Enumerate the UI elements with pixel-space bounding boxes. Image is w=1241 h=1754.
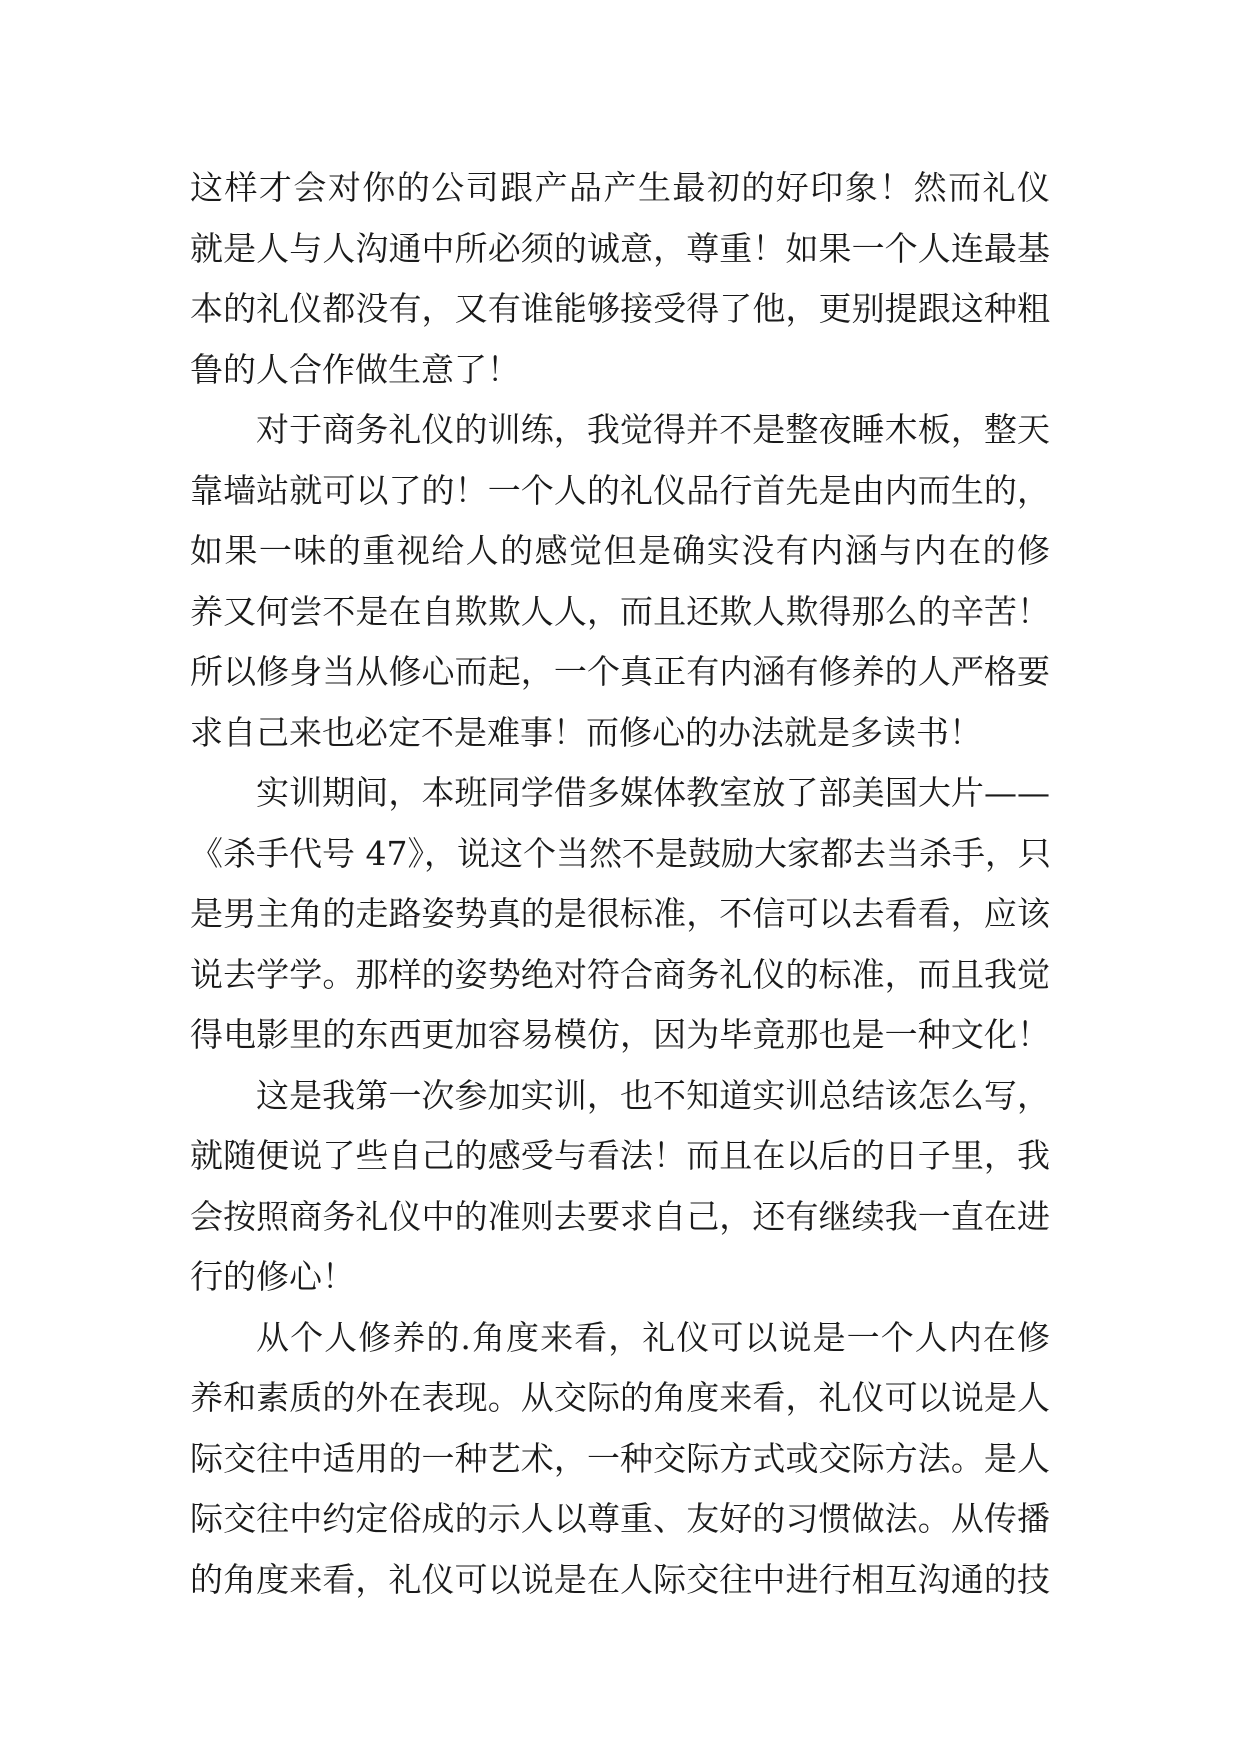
paragraph-line: 《杀手代号 47》，说这个当然不是鼓励大家都去当杀手，只 [190,833,1051,873]
paragraph-line: 行的修心！ [190,1257,355,1296]
paragraph-line: 鲁的人合作做生意了！ [190,349,520,389]
paragraph-line: 靠墙站就可以了的！一个人的礼仪品行首先是由内而生的， [190,470,1050,510]
paragraph-line: 是男主角的走路姿势真的是很标准，不信可以去看看，应该 [190,894,1050,933]
paragraph-line: 养又何尝不是在自欺欺人人，而且还欺人欺得那么的辛苦！ [190,591,1050,631]
paragraph-line: 这样才会对你的公司跟产品产生最初的好印象！然而礼仪 [190,168,1050,207]
paragraph-line: 求自己来也必定不是难事！而修心的办法就是多读书！ [190,712,982,752]
paragraph-line: 的角度来看，礼仪可以说是在人际交往中进行相互沟通的技 [190,1559,1050,1599]
paragraph-first-line: 对于商务礼仪的训练，我觉得并不是整夜睡木板，整天 [256,410,1050,449]
paragraph-line: 本的礼仪都没有，又有谁能够接受得了他，更别提跟这种粗 [190,289,1050,328]
paragraph-line: 就随便说了些自己的感受与看法！而且在以后的日子里，我 [190,1136,1050,1175]
paragraph-line: 会按照商务礼仪中的准则去要求自己，还有继续我一直在进 [190,1196,1050,1236]
paragraph-line: 养和素质的外在表现。从交际的角度来看，礼仪可以说是人 [190,1378,1050,1417]
paragraph-first-line: 实训期间，本班同学借多媒体教室放了部美国大片—— [256,773,1050,812]
paragraph-line: 说去学学。那样的姿势绝对符合商务礼仪的标准，而且我觉 [190,954,1050,994]
paragraph-line: 得电影里的东西更加容易模仿，因为毕竟那也是一种文化！ [190,1015,1050,1054]
paragraph-first-line: 这是我第一次参加实训，也不知道实训总结该怎么写， [256,1075,1050,1115]
paragraph-line: 际交往中适用的一种艺术，一种交际方式或交际方法。是人 [190,1438,1050,1478]
paragraph-line: 际交往中约定俗成的示人以尊重、友好的习惯做法。从传播 [190,1499,1050,1538]
paragraph-first-line: 从个人修养的.角度来看，礼仪可以说是一个人内在修 [256,1317,1050,1357]
document-body [190,158,1050,1610]
paragraph-line: 所以修身当从修心而起，一个真正有内涵有修养的人严格要 [190,652,1050,691]
paragraph-line: 就是人与人沟通中所必须的诚意，尊重！如果一个人连最基 [190,228,1050,268]
paragraph-line: 如果一味的重视给人的感觉但是确实没有内涵与内在的修 [190,531,1050,570]
